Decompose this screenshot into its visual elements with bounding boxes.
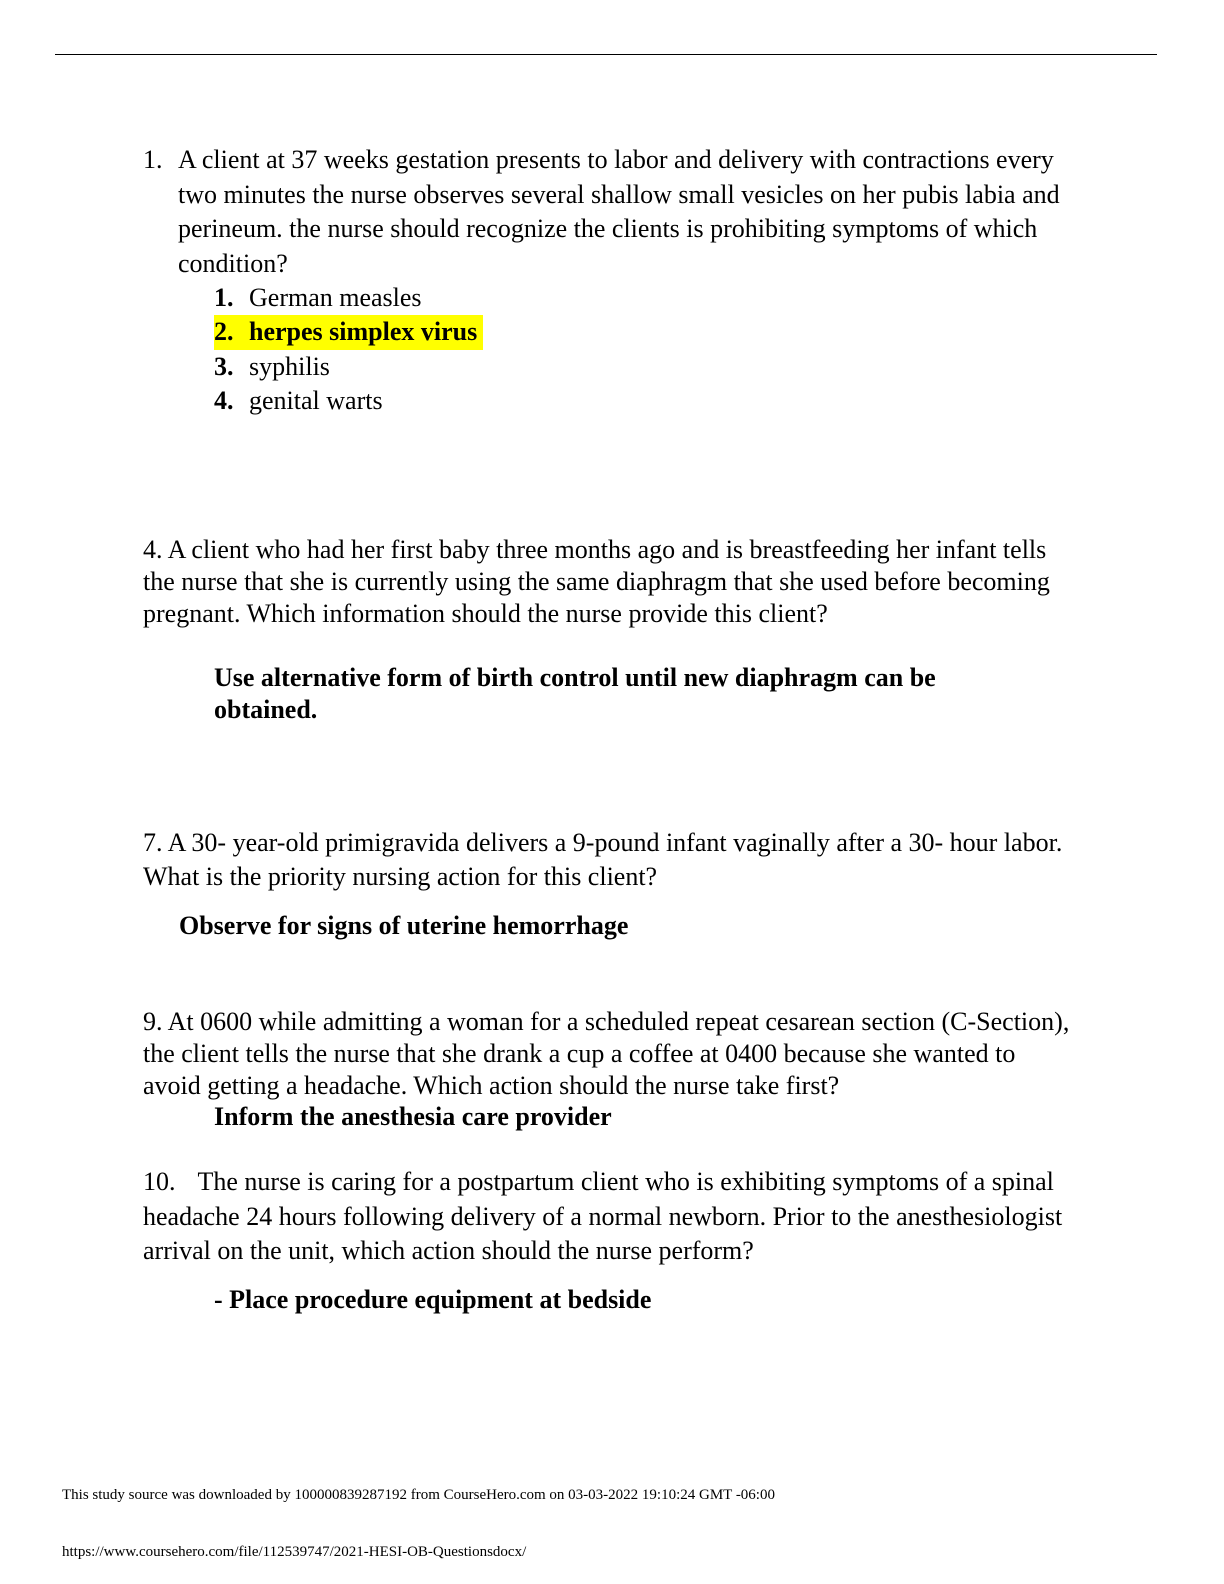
question-7-answer: Observe for signs of uterine hemorrhage — [179, 911, 629, 940]
question-10-number: 10. — [143, 1167, 176, 1196]
question-1-options — [214, 281, 483, 418]
source-url: https://www.coursehero.com/file/112539747/2021-HESI-OB-Questionsdocx/ — [62, 1544, 527, 1560]
question-9-answer: Inform the anesthesia care provider — [214, 1102, 612, 1131]
option-label: herpes simplex virus — [249, 317, 478, 347]
question-1-number: 1. — [143, 145, 163, 174]
question-10 — [143, 1165, 1063, 1269]
option-label: German measles — [249, 283, 422, 312]
option-label: genital warts — [249, 385, 383, 415]
option-2-highlighted — [214, 315, 483, 349]
option-number: 2. — [214, 317, 234, 347]
question-10-text: The nurse is caring for a postpartum client who is exhibiting symptoms of a spinal headache 24 hours following delivery of a normal newborn. Prior to the anesthesiologist arrival on the unit, which action should the nurse perform? — [143, 1167, 1063, 1265]
option-label: syphilis — [249, 351, 330, 381]
option-3 — [214, 350, 483, 384]
question-1-text: A client at 37 weeks gestation presents to labor and delivery with contractions every two minutes the nurse observes several shallow small vesicles on her pubis labia and perineum. the nurse should recognize the clients is prohibiting symptoms of which condition? — [178, 145, 1060, 278]
download-source-note: This study source was downloaded by 100000839287192 from CourseHero.com on 03-03-2022 19:10:24 GMT -06:00 — [62, 1487, 775, 1503]
question-1 — [143, 143, 1063, 281]
header-rule — [55, 54, 1157, 55]
question-7-text: 7. A 30- year-old primigravida delivers a 9-pound infant vaginally after a 30- hour labor. What is the priority nursing action for this client? — [143, 828, 1063, 891]
question-10-answer: - Place procedure equipment at bedside — [214, 1285, 652, 1314]
question-4-text: 4. A client who had her first baby three months ago and is breastfeeding her infant tells the nurse that she is currently using the same diaphragm that she used before becoming pregnant. Which information should the nurse provide this client? — [143, 535, 1050, 628]
option-1 — [214, 281, 483, 315]
option-4 — [214, 384, 483, 418]
question-9-text: 9. At 0600 while admitting a woman for a scheduled repeat cesarean section (C-Section), the client tells the nurse that she drank a cup a coffee at 0400 because she wanted to avoid getting a headache. Which action should the nurse take first? — [143, 1007, 1070, 1100]
question-4-answer: Use alternative form of birth control until new diaphragm can be obtained. — [214, 663, 936, 724]
option-number: 4. — [214, 385, 234, 415]
option-number: 3. — [214, 351, 234, 381]
option-number: 1. — [214, 283, 234, 312]
